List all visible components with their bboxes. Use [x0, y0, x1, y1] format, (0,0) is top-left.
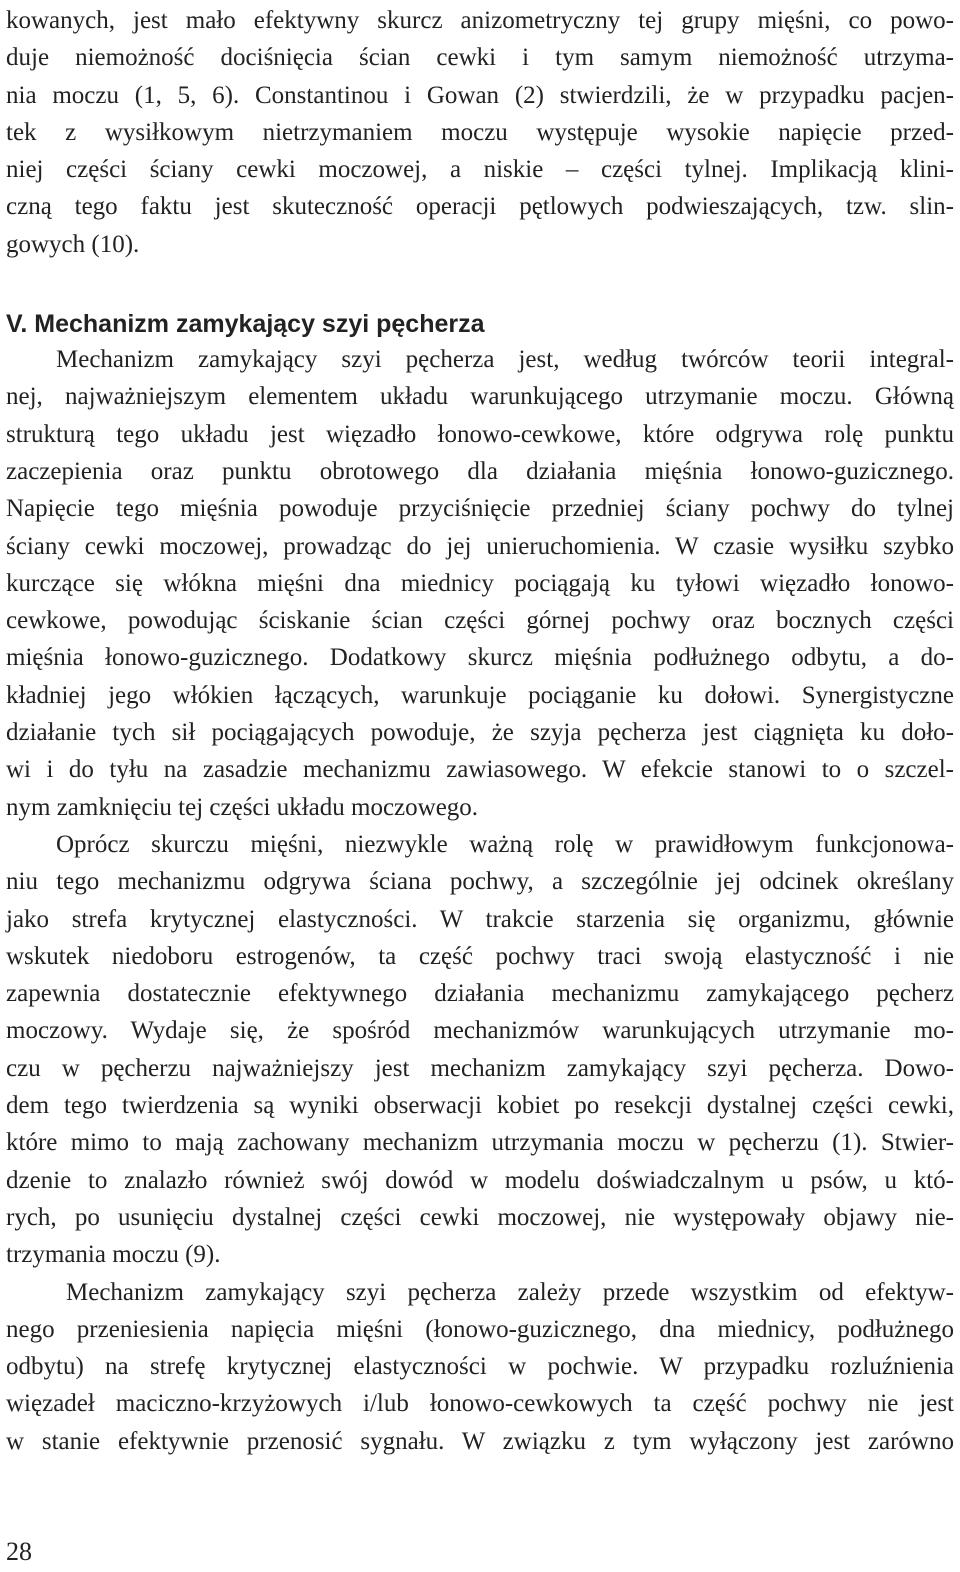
text-line: Mechanizm zamykający szyi pęcherza jest, według twórców teorii integral-: [56, 346, 954, 374]
text-line: wi i do tyłu na zasadzie mechanizmu zawiasowego. W efekcie stanowi to o szczel-: [6, 756, 954, 784]
text-line: dem tego twierdzenia są wyniki obserwacji kobiet po resekcji dystalnej części cewki,: [6, 1092, 954, 1120]
text-line: zaczepienia oraz punktu obrotowego dla działania mięśnia łonowo-guzicznego.: [6, 457, 954, 485]
intro-paragraph: [6, 2, 954, 263]
text-line: Napięcie tego mięśnia powoduje przyciśnięcie przedniej ściany pochwy do tylnej: [6, 495, 954, 523]
text-line: trzymania moczu (9).: [6, 1241, 221, 1269]
text-line: odbytu) na strefę krytycznej elastyczności w pochwie. W przypadku rozluźnienia: [6, 1353, 954, 1381]
text-line: rych, po usunięciu dystalnej części cewki moczowej, nie występowały objawy nie-: [6, 1203, 954, 1231]
text-line: mięśnia łonowo-guzicznego. Dodatkowy skurcz mięśnia podłużnego odbytu, a do-: [6, 644, 954, 672]
text-line: wskutek niedoboru estrogenów, ta część pochwy traci swoją elastyczność i nie: [6, 942, 954, 970]
text-line: Mechanizm zamykający szyi pęcherza zależy przede wszystkim od efektyw-: [66, 1278, 954, 1306]
paragraph-1: [6, 341, 954, 826]
text-line: kurczące się włókna mięśni dna miednicy pociągają ku tyłowi więzadło łonowo-: [6, 569, 954, 597]
text-line: dzenie to znalazło również swój dowód w modelu doświadczalnym u psów, u któ-: [6, 1166, 954, 1194]
text-line: nia moczu (1, 5, 6). Constantinou i Gowan (2) stwierdzili, że w przypadku pacjen-: [6, 81, 954, 109]
text-line: strukturą tego układu jest więzadło łonowo-cewkowe, które odgrywa rolę punktu: [6, 420, 954, 448]
text-line: zapewnia dostatecznie efektywnego działania mechanizmu zamykającego pęcherz: [6, 980, 954, 1008]
text-line: kowanych, jest mało efektywny skurcz anizometryczny tej grupy mięśni, co powo-: [6, 7, 954, 34]
text-line: czną tego faktu jest skuteczność operacji pętlowych podwieszających, tzw. slin-: [6, 193, 954, 221]
text-line: w stanie efektywnie przenosić sygnału. W związku z tym wyłączony jest zarówno: [6, 1427, 954, 1455]
text-line: jako strefa krytycznej elastyczności. W trakcie starzenia się organizmu, głównie: [6, 905, 954, 933]
section-heading: V. Mechanizm zamykający szyi pęcherza: [6, 310, 485, 339]
text-line: duje niemożność dociśnięcia ścian cewki i tym samym niemożność utrzyma-: [6, 44, 954, 72]
text-line: niu tego mechanizmu odgrywa ściana pochwy, a szczególnie jej odcinek określany: [6, 868, 954, 896]
text-line: więzadeł maciczno-krzyżowych i/lub łonowo-cewkowych ta część pochwy nie jest: [6, 1390, 954, 1418]
text-line: działanie tych sił pociągających powoduje, że szyja pęcherza jest ciągnięta ku doło-: [6, 719, 954, 747]
page-number: 28: [6, 1537, 32, 1566]
text-line: Oprócz skurczu mięśni, niezwykle ważną rolę w prawidłowym funkcjonowa-: [56, 830, 954, 858]
text-line: czu w pęcherzu najważniejszy jest mechanizm zamykający szyi pęcherza. Dowo-: [6, 1054, 954, 1082]
text-line: niej części ściany cewki moczowej, a niskie – części tylnej. Implikacją klini-: [6, 156, 954, 184]
text-line: nym zamknięciu tej części układu moczowego.: [6, 793, 479, 821]
text-line: gowych (10).: [6, 230, 140, 258]
text-line: kładniej jego włókien łączących, warunkuje pociąganie ku dołowi. Synergistyczne: [6, 681, 954, 709]
text-line: cewkowe, powodując ściskanie ścian części górnej pochwy oraz bocznych części: [6, 607, 954, 635]
page-body: [6, 2, 954, 1460]
text-line: nego przeniesienia napięcia mięśni (łonowo-guzicznego, dna miednicy, podłużnego: [6, 1315, 954, 1343]
text-line: które mimo to mają zachowany mechanizm utrzymania moczu w pęcherzu (1). Stwier-: [6, 1129, 954, 1157]
text-line: nej, najważniejszym elementem układu warunkującego utrzymanie moczu. Główną: [6, 383, 954, 411]
text-line: tek z wysiłkowym nietrzymaniem moczu występuje wysokie napięcie przed-: [6, 118, 954, 146]
text-line: moczowy. Wydaje się, że spośród mechanizmów warunkujących utrzymanie mo-: [6, 1017, 954, 1045]
paragraph-3: [6, 1274, 954, 1460]
paragraph-2: [6, 826, 954, 1274]
text-line: ściany cewki moczowej, prowadząc do jej unieruchomienia. W czasie wysiłku szybko: [6, 532, 954, 560]
